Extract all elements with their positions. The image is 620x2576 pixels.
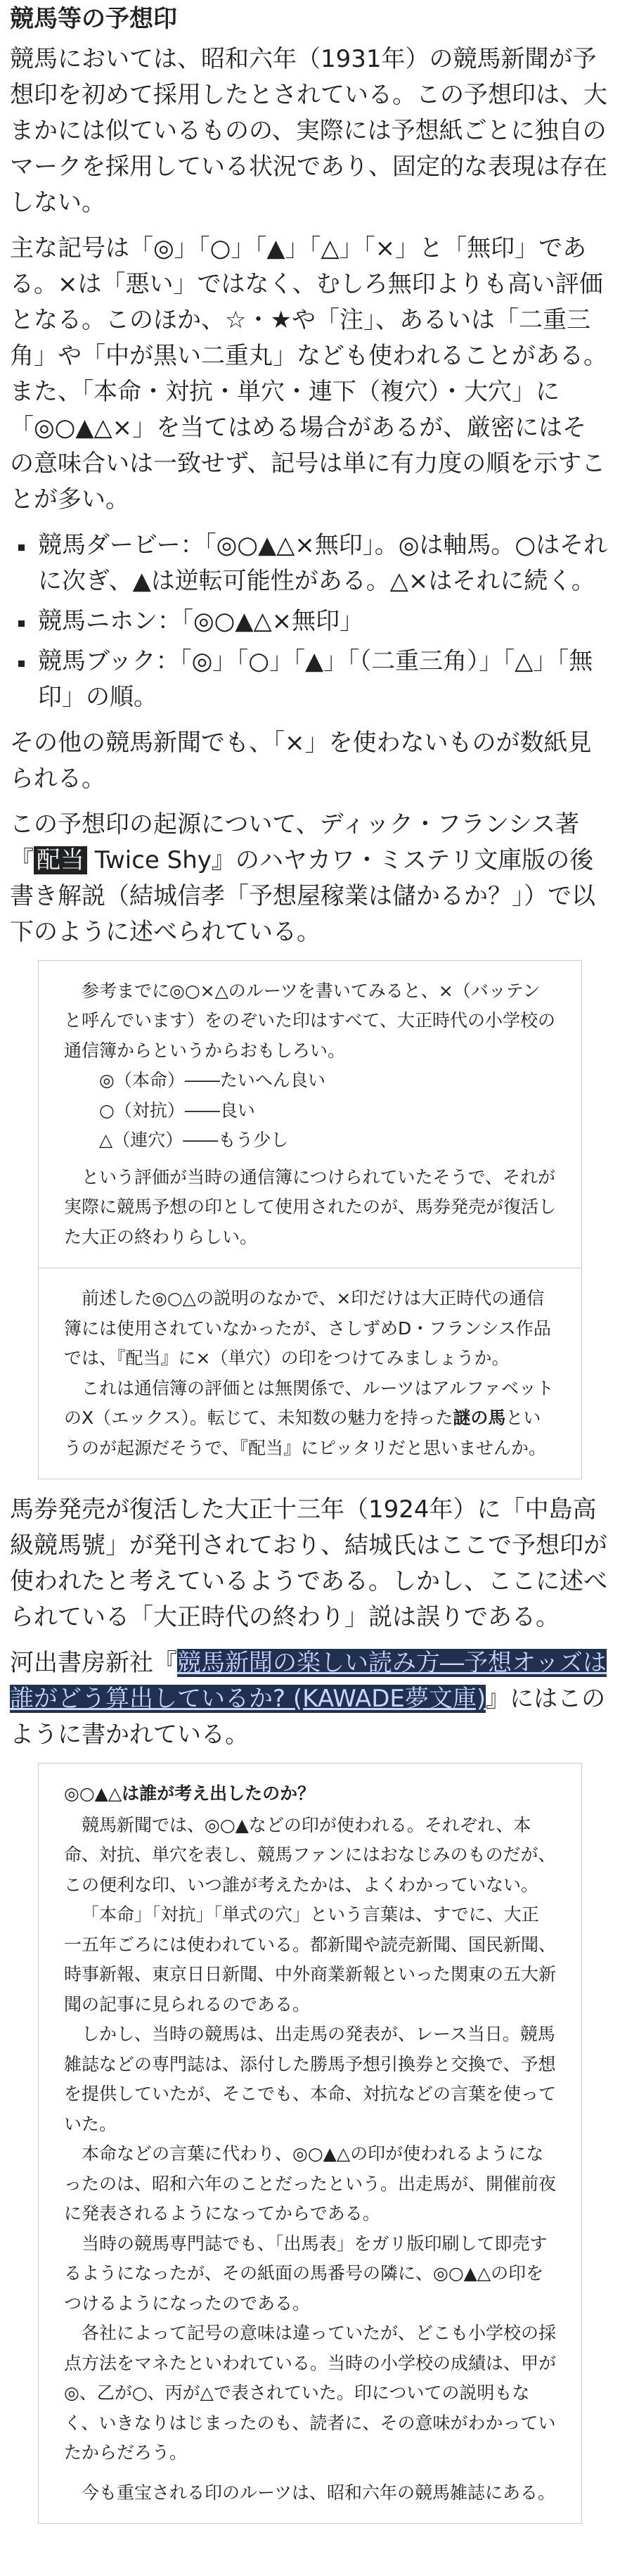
quote-text: というのが起源だそうで、『配当』にピッタリだと思いませんか。	[64, 1408, 547, 1458]
quote-text: これは通信簿の評価とは無関係で、ルーツはアルファベットのX（エックス）。転じて、未知数の魅力を持った	[64, 1377, 555, 1428]
quote-title: ◎○▲△は誰が考え出したのか？	[64, 1783, 316, 1804]
quote-bold-text: 謎の馬	[453, 1408, 506, 1428]
quote-paragraph: 参考までに◎○×△のルーツを書いてみると、×（バッテンと呼んでいます）をのぞいた印はすべて、大正時代の小学校の通信簿からというからおもしろい。	[64, 980, 556, 1061]
quote-section	[39, 961, 581, 1268]
list-item: 競馬ダービー：「◎○▲△×無印」。◎は軸馬。○はそれに次ぎ、▲は逆転可能性がある。△×はそれに続く。	[38, 528, 610, 599]
book-title-link[interactable]: 配当	[34, 846, 87, 874]
quote-paragraph	[64, 1374, 556, 1464]
rank-line: ○（対抗）――良い	[99, 1099, 255, 1121]
kawade-paragraph	[10, 1645, 610, 1753]
section-heading: 競馬等の予想印	[10, 5, 177, 33]
quote-box-yuki	[38, 960, 582, 1480]
rank-line: ◎（本命）――たいへん良い	[99, 1070, 325, 1090]
quote-paragraph: 今も重宝される印のルーツは、昭和六年の競馬雑誌にある。	[82, 2482, 556, 2503]
after-list-paragraph: その他の競馬新聞でも、「×」を使わないものが数紙見られる。	[10, 728, 592, 793]
quote-section	[39, 1268, 581, 1479]
kawade-text-post: 』にはこのように書かれている。	[10, 1685, 606, 1749]
quote-paragraph: 本命などの言葉に代わり、◎○▲△の印が使われるようになったのは、昭和六年のことだったという。出走馬が、開催前夜に発表されるようになってからである。	[64, 2143, 557, 2224]
origin-text-pre: この予想印の起源について、ディック・フランシス著	[10, 810, 580, 839]
symbols-paragraph: 主な記号は「◎」「○」「▲」「△」「×」と「無印」である。×は「悪い」ではなく、むしろ無印よりも高い評価となる。このほか、☆・★や「注」、あるいは「二重三角」や「中が黒い二重丸」なども使われることがある。また、「本命・対抗・単穴・連下（複穴）・大穴」に「◎○▲△×」を当てはめる場合があるが、厳密にはその意味合いは一致せず、記号は単に有力度の順を示すことが多い。	[10, 234, 607, 514]
quote-box-kawade	[38, 1763, 582, 2524]
book-title-english: Twice Shy	[87, 846, 212, 874]
rank-line: △（連穴）――もう少し	[99, 1130, 289, 1150]
book-bracket-open: 『	[10, 846, 34, 874]
quote-section	[39, 1764, 581, 2523]
quote-paragraph: しかし、当時の競馬は、出走馬の発表が、レース当日。競馬雑誌などの専門誌は、添付した勝馬予想引換券と交換で、予想を提供していたが、そこでも、本命、対抗などの言葉を使っていた。	[64, 2024, 557, 2134]
quote-paragraph: 各社によって記号の意味は違っていたが、どこも小学校の採点方法をマネたといわれている。当時の小学校の成績は、甲が◎、乙が○、丙が△で表されていた。印についての説明もなく、いきなりはじまったのも、読者に、その意味がわかっていたからだろう。	[64, 2323, 557, 2463]
quote-paragraph: という評価が当時の通信簿につけられていたそうで、それが実際に競馬予想の印として使用されたのが、馬券発売が復活した大正の終わりらしい。	[64, 1166, 557, 1247]
list-item: 競馬ニホン：「◎○▲△×無印」	[38, 604, 610, 639]
origin-paragraph	[10, 807, 610, 950]
quote-paragraph: 「本命」「対抗」「単式の穴」という言葉は、すでに、大正一五年ごろには使われている。都新聞や読売新聞、国民新聞、時事新報、東京日日新聞、中外商業新報といった関東の五大新聞の記事に見られるのである。	[64, 1904, 557, 2015]
kawade-text-pre: 河出書房新社『	[10, 1649, 177, 1677]
kawade-book-link[interactable]: 競馬新聞の楽しい読み方―予想オッズは誰がどう算出しているか? (KAWADE夢文庫)	[10, 1649, 607, 1713]
quote-paragraph: 当時の競馬専門誌でも、「出馬表」をガリ版印刷して即売するようになったが、その紙面の馬番号の隣に、◎○▲△の印をつけるようになったのである。	[64, 2233, 548, 2314]
list-item: 競馬ブック：「◎」「○」「▲」「（二重三角）」「△」「無印」の順。	[38, 644, 610, 715]
quote-paragraph: 前述した◎○△の説明のなかで、×印だけは大正時代の通信簿には使用されていなかったが、さしずめD・フランシス作品では、『配当』に×（単穴）の印をつけてみましょうか。	[64, 1288, 551, 1368]
origin-text-post: 』のハヤカワ・ミステリ文庫版の後書き解説（結城信孝「予想屋稼業は儲かるか？」）で以下のように述べられている。	[10, 846, 595, 946]
quote-paragraph: 競馬新聞では、◎○▲などの印が使われる。それぞれ、本命、対抗、単穴を表し、競馬ファンにはおなじみのものだが、この便利な印、いつ誰が考えたかは、よくわかっていない。	[64, 1814, 556, 1895]
newspaper-mark-list	[10, 528, 610, 715]
intro-paragraph: 競馬においては、昭和六年（1931年）の競馬新聞が予想印を初めて採用したとされている。この予想印は、大まかには似ているものの、実際には予想紙ごとに独自のマークを採用している状況であり、固定的な表現は存在しない。	[10, 44, 607, 217]
correction-paragraph: 馬券発売が復活した大正十三年（1924年）に「中島高級競馬號」が発刊されており、結城氏はここで予想印が使われたと考えているようである。しかし、ここに述べられている「大正時代の終わり」説は誤りである。	[10, 1496, 607, 1631]
